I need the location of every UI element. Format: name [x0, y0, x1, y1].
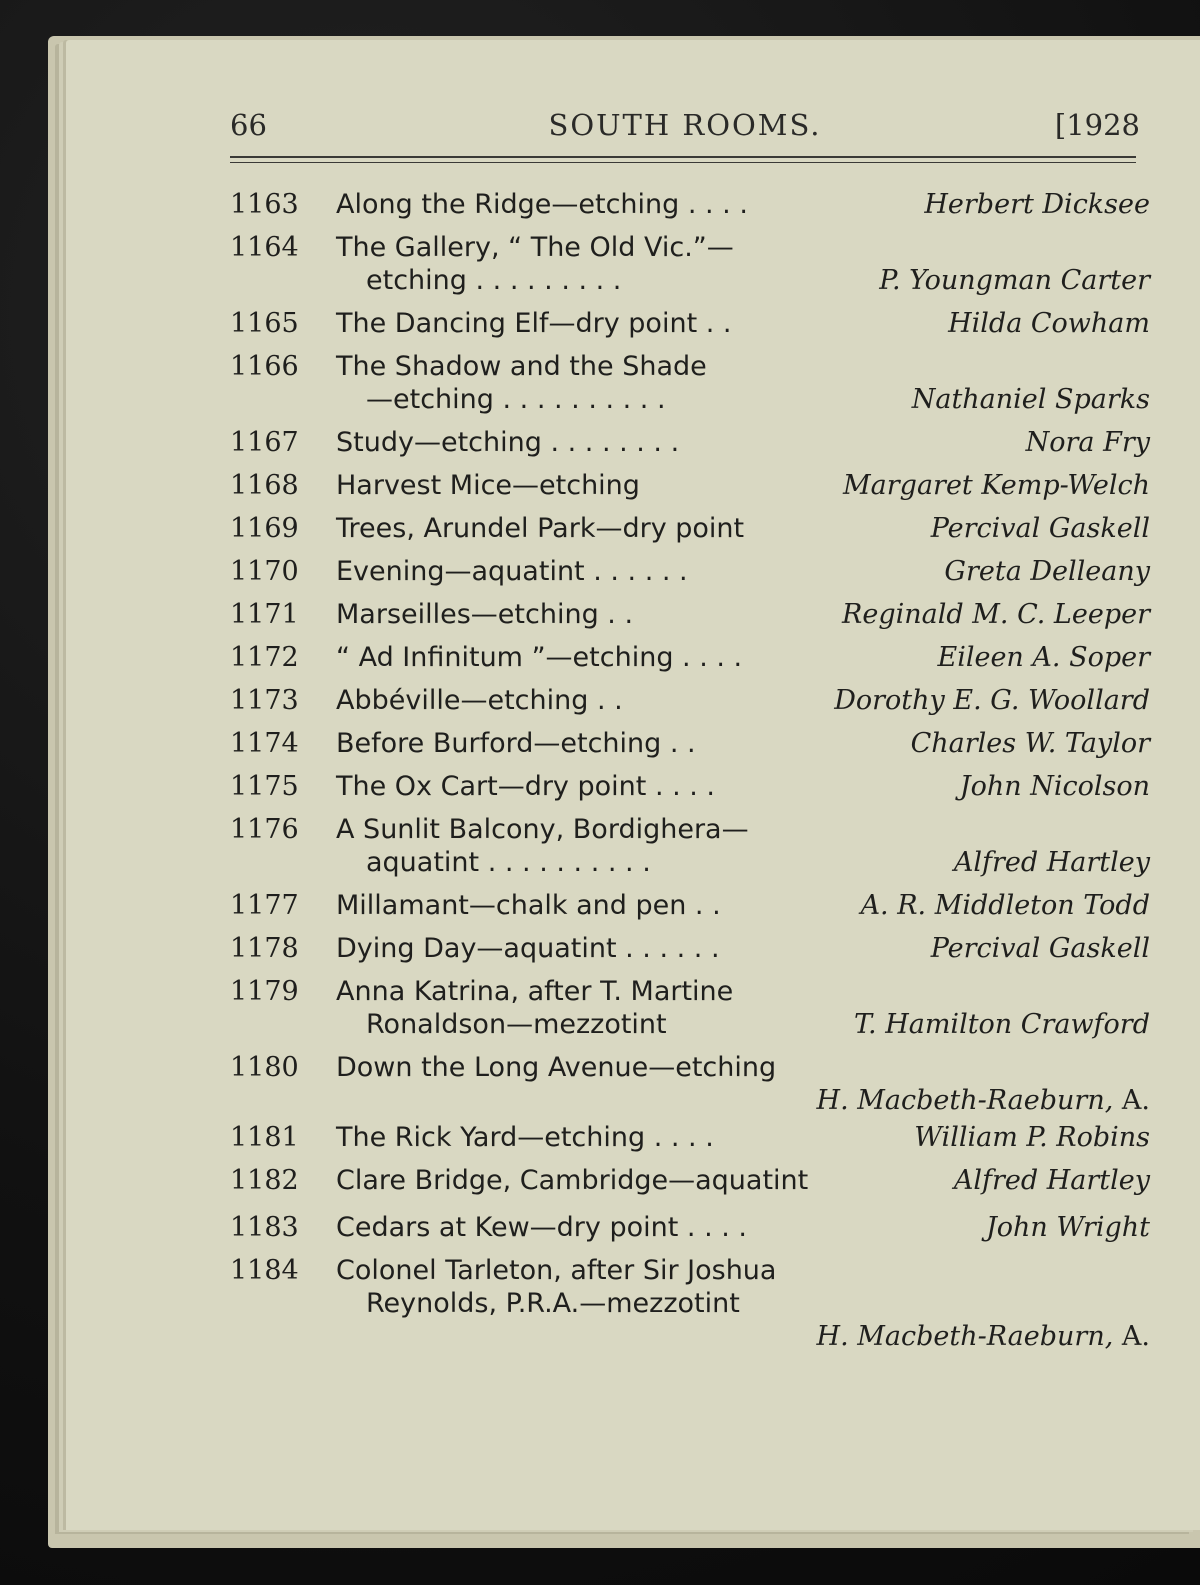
entry-title-text: Along the Ridge—etching . . . . — [336, 189, 748, 220]
entry-title-text: —etching . . . . . . . . . . — [366, 384, 666, 415]
entry-title-text: Evening—aquatint . . . . . . — [336, 556, 688, 587]
entry-title-line — [336, 350, 1150, 383]
entry-title-text: Millamant—chalk and pen . . — [336, 890, 721, 921]
artist-line — [230, 1320, 1150, 1353]
artist-name — [817, 1320, 1150, 1353]
entry-number: 1181 — [230, 1122, 299, 1153]
catalogue-entry — [230, 932, 1150, 965]
entry-title-text: Colonel Tarleton, after Sir Joshua — [336, 1255, 777, 1286]
entry-title-line — [336, 469, 1150, 502]
catalogue-entry — [230, 1164, 1150, 1197]
artist-name-text: Greta Delleany — [944, 556, 1150, 587]
artist-name — [879, 264, 1150, 297]
artist-name — [912, 383, 1150, 416]
entry-title-line — [366, 383, 1150, 416]
entry-title-text: Harvest Mice—etching — [336, 470, 640, 501]
artist-name — [944, 555, 1150, 588]
catalogue-entry — [230, 231, 1150, 297]
artist-name-text: Herbert Dicksee — [924, 189, 1150, 220]
entry-title-line — [336, 1051, 1150, 1084]
entry-title-line — [366, 846, 1150, 879]
artist-name — [931, 512, 1150, 545]
section-title: SOUTH ROOMS. — [548, 108, 822, 142]
entry-number: 1177 — [230, 890, 299, 921]
entry-number: 1179 — [230, 976, 299, 1007]
entry-title-text: etching . . . . . . . . . — [366, 265, 622, 296]
artist-name — [954, 846, 1150, 879]
entry-number: 1163 — [230, 189, 299, 220]
artist-name-text: Margaret Kemp-Welch — [843, 470, 1150, 501]
entry-title-line — [366, 1287, 1150, 1320]
artist-name — [861, 889, 1150, 922]
entry-title-text: Clare Bridge, Cambridge—aquatint — [336, 1165, 809, 1196]
catalogue-entry — [230, 512, 1150, 545]
catalogue-year: [1928 — [1054, 108, 1140, 142]
artist-name — [843, 469, 1150, 502]
catalogue-entry — [230, 598, 1150, 631]
entry-number: 1184 — [230, 1255, 299, 1286]
artist-name-text: Alfred Hartley — [953, 847, 1150, 878]
entry-title-line — [336, 231, 1150, 264]
entry-title-text: Dying Day—aquatint . . . . . . — [336, 933, 720, 964]
artist-name — [817, 1084, 1150, 1117]
catalogue-entry — [230, 188, 1150, 221]
entry-title-text: Ronaldson—mezzotint — [366, 1009, 667, 1040]
entry-title-text: The Dancing Elf—dry point . . — [336, 308, 732, 339]
entry-number: 1171 — [230, 599, 299, 630]
catalogue-entry — [230, 770, 1150, 803]
entry-title-text: Down the Long Avenue—etching — [336, 1052, 777, 1083]
entry-title-text: Marseilles—etching . . — [336, 599, 634, 630]
entry-title-text: Trees, Arundel Park—dry point — [336, 513, 745, 544]
entry-title-line — [366, 1008, 1150, 1041]
entry-number: 1174 — [230, 728, 299, 759]
entry-title-text: Study—etching . . . . . . . . — [336, 427, 680, 458]
entry-title-line — [336, 932, 1150, 965]
entry-title-text: The Ox Cart—dry point . . . . — [336, 771, 716, 802]
artist-name-text: P. Youngman Carter — [879, 265, 1150, 296]
entry-number: 1173 — [230, 685, 299, 716]
catalogue-entry — [230, 307, 1150, 340]
artist-name-text: Percival Gaskell — [930, 933, 1150, 964]
catalogue-entry — [230, 1211, 1150, 1244]
entry-number: 1167 — [230, 427, 299, 458]
entry-title-line — [336, 975, 1150, 1008]
entry-title-line — [336, 813, 1150, 846]
catalogue-entry — [230, 727, 1150, 760]
artist-suffix: A. — [1121, 1321, 1150, 1352]
artist-name — [842, 598, 1150, 631]
artist-name-text: William P. Robins — [914, 1122, 1150, 1153]
artist-name — [1026, 426, 1150, 459]
catalogue-entry — [230, 426, 1150, 459]
entry-title-line — [336, 555, 1150, 588]
artist-name — [986, 1211, 1150, 1244]
catalogue-entry — [230, 641, 1150, 674]
entry-number: 1169 — [230, 513, 299, 544]
entry-title-line — [336, 1254, 1150, 1287]
catalogue-entry — [230, 1121, 1150, 1154]
artist-name-text: A. R. Middleton Todd — [860, 890, 1150, 921]
artist-name-text: Reginald M. C. Leeper — [842, 599, 1150, 630]
entry-title-text: Anna Katrina, after T. Martine — [336, 976, 734, 1007]
entry-title-line — [336, 770, 1150, 803]
entry-title-line — [336, 512, 1150, 545]
entry-title-line — [336, 1211, 1150, 1244]
artist-name — [911, 727, 1150, 760]
entry-title-line — [336, 641, 1150, 674]
artist-name-text: T. Hamilton Crawford — [853, 1009, 1150, 1040]
catalogue-entry — [230, 350, 1150, 416]
catalogue-entries — [230, 188, 1150, 1363]
artist-name-text: Charles W. Taylor — [910, 728, 1150, 759]
entry-title-line — [336, 1164, 1150, 1197]
entry-number: 1164 — [230, 232, 299, 263]
header-rule-top — [230, 156, 1136, 158]
entry-number: 1176 — [230, 814, 299, 845]
artist-name-text: Percival Gaskell — [930, 513, 1150, 544]
entry-title-text: Reynolds, P.R.A.—mezzotint — [366, 1288, 740, 1319]
entry-title-line — [336, 1121, 1150, 1154]
artist-name — [914, 1121, 1150, 1154]
entry-title-line — [336, 684, 1150, 717]
entry-title-line — [336, 889, 1150, 922]
page-number: 66 — [230, 108, 267, 142]
entry-number: 1175 — [230, 771, 299, 802]
entry-number: 1168 — [230, 470, 299, 501]
artist-name — [960, 770, 1150, 803]
header-rule-bottom — [230, 162, 1136, 163]
entry-number: 1165 — [230, 308, 299, 339]
entry-title-text: Cedars at Kew—dry point . . . . — [336, 1212, 747, 1243]
entry-number: 1170 — [230, 556, 299, 587]
artist-name-text: John Wright — [985, 1212, 1150, 1243]
entry-title-text: aquatint . . . . . . . . . . — [366, 847, 651, 878]
catalogue-entry — [230, 555, 1150, 588]
artist-name — [938, 641, 1151, 674]
entry-title-text: Abbéville—etching . . — [336, 685, 623, 716]
artist-name-text: John Nicolson — [959, 771, 1150, 802]
entry-title-line — [336, 727, 1150, 760]
artist-name-text: Nora Fry — [1025, 427, 1150, 458]
artist-name — [834, 684, 1150, 717]
entry-number: 1180 — [230, 1052, 299, 1083]
artist-line — [230, 1084, 1150, 1117]
artist-name-text: Dorothy E. G. Woollard — [834, 685, 1150, 716]
entry-title-line — [336, 307, 1150, 340]
artist-name — [948, 307, 1150, 340]
entry-number: 1166 — [230, 351, 299, 382]
artist-name-text: H. Macbeth-Raeburn, — [816, 1321, 1114, 1352]
artist-name — [954, 1164, 1150, 1197]
artist-name-text: Hilda Cowham — [948, 308, 1150, 339]
artist-name-text: Eileen A. Soper — [937, 642, 1150, 673]
artist-name — [854, 1008, 1150, 1041]
catalogue-entry — [230, 1254, 1150, 1353]
entry-number: 1183 — [230, 1212, 299, 1243]
artist-suffix: A. — [1121, 1085, 1150, 1116]
entry-title-text: The Rick Yard—etching . . . . — [336, 1122, 714, 1153]
entry-title-text: The Shadow and the Shade — [336, 351, 707, 382]
catalogue-entry — [230, 1051, 1150, 1117]
page-header — [230, 108, 1140, 152]
artist-name — [931, 932, 1150, 965]
entry-title-text: “ Ad Infinitum ”—etching . . . . — [336, 642, 743, 673]
entry-number: 1172 — [230, 642, 299, 673]
entry-title-line — [366, 264, 1150, 297]
catalogue-entry — [230, 975, 1150, 1041]
entry-number: 1178 — [230, 933, 299, 964]
catalogue-entry — [230, 889, 1150, 922]
catalogue-entry — [230, 813, 1150, 879]
artist-name-text: Alfred Hartley — [953, 1165, 1150, 1196]
catalogue-entry — [230, 684, 1150, 717]
entry-title-line — [336, 188, 1150, 221]
artist-name-text: Nathaniel Sparks — [911, 384, 1150, 415]
entry-title-line — [336, 426, 1150, 459]
artist-name-text: H. Macbeth-Raeburn, — [816, 1085, 1114, 1116]
catalogue-entry — [230, 469, 1150, 502]
entry-title-text: The Gallery, “ The Old Vic.”— — [336, 232, 734, 263]
entry-title-text: Before Burford—etching . . — [336, 728, 696, 759]
entry-number: 1182 — [230, 1165, 299, 1196]
entry-title-text: A Sunlit Balcony, Bordighera— — [336, 814, 749, 845]
entry-title-line — [336, 598, 1150, 631]
artist-name — [924, 188, 1150, 221]
